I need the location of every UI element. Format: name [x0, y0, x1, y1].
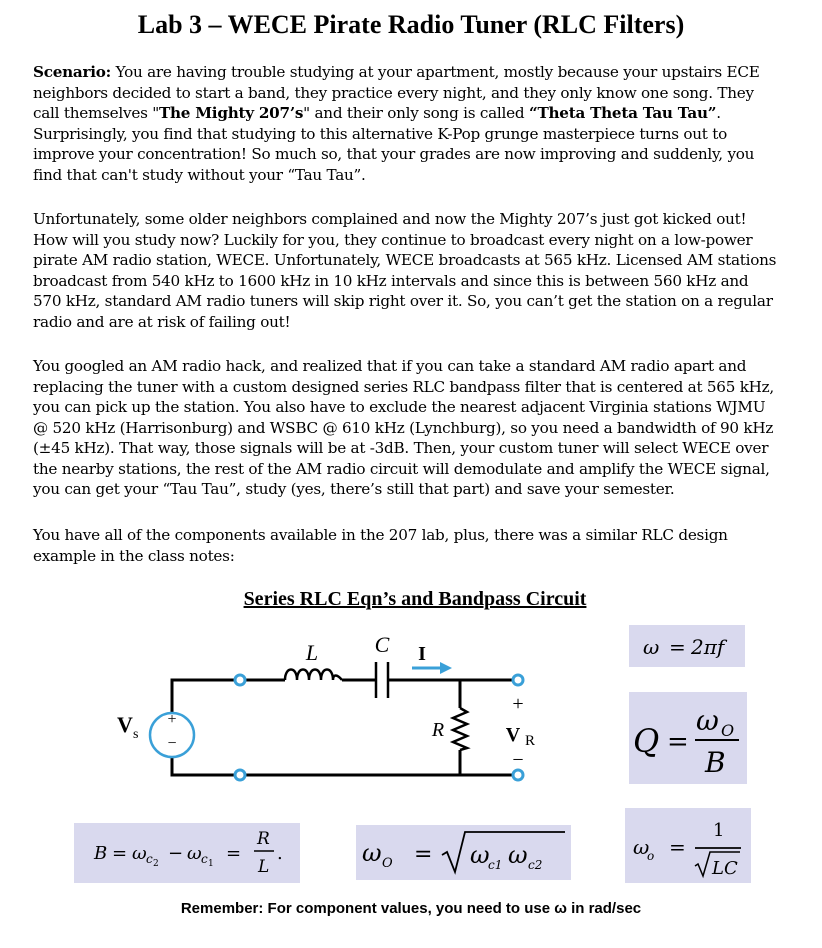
eq-b-sub-c1-num: 1 [208, 859, 214, 869]
text-line: . [716, 104, 721, 122]
eq-q-numerator: ω [696, 704, 719, 737]
section-heading: Series RLC Eqn’s and Bandpass Circuit [243, 588, 587, 610]
eq-lc-numerator: 1 [713, 820, 725, 841]
song-name: “Theta Theta Tau Tau” [528, 104, 717, 122]
eq-lc-lhs: ω [633, 835, 650, 859]
source-label: V [117, 712, 133, 737]
eq-b-lhs: B [94, 843, 108, 864]
wire-left-top [172, 680, 240, 715]
text-line: the nearby stations, the rest of the AM radio circuit will demodulate and amplify the WECE signal, [33, 459, 770, 478]
scenario-paragraph [33, 62, 793, 185]
eq-wo-sub-c1: c1 [488, 858, 503, 872]
eq-wo-omega-c1: ω [470, 841, 490, 869]
eq-b-sub-c2-num: 2 [153, 859, 159, 869]
scenario-label: Scenario: [33, 63, 112, 81]
current-arrow-head-icon [440, 662, 452, 674]
wire-bottom [172, 755, 518, 775]
text-line: Unfortunately, some older neighbors complained and now the Mighty 207’s just got kicked out! [33, 210, 747, 228]
text-line: pirate AM radio station, WECE. Unfortunately, WECE broadcasts at 565 kHz. Licensed AM stations [33, 251, 777, 269]
eq-omega-equals: = [669, 635, 686, 659]
inductor-coil [285, 670, 342, 681]
source-subscript: s [133, 727, 139, 742]
text-line: Surprisingly, you find that studying to this alternative K-Pop grunge masterpiece turns out to [33, 124, 727, 143]
eq-wo-omega-c2: ω [508, 841, 528, 869]
source-minus: − [167, 735, 177, 752]
components-paragraph [33, 525, 793, 566]
node-bottom-right [513, 770, 523, 780]
eq-omega-lhs: ω [643, 635, 660, 659]
band-name: The Mighty 207’s [158, 104, 304, 122]
eq-b-sub-c1: c [201, 852, 208, 866]
page-title: Lab 3 – WECE Pirate Radio Tuner (RLC Filters) [137, 10, 685, 39]
text-line: @ 520 kHz (Harrisonburg) and WSBC @ 610 kHz (Lynchburg), so you need a bandwidth of 90 kHz [33, 418, 774, 437]
text-line: radio and are at risk of failing out! [33, 312, 291, 331]
text-line: find that can't study without your “Tau Tau”. [33, 165, 366, 184]
current-label: I [418, 643, 426, 665]
eq-lc-lhs-sub: o [647, 849, 655, 863]
text-line: 570 kHz, standard AM radio tuners will skip right over it. So, you can’t get the station on a regular [33, 292, 773, 310]
eq-b-omega-c1: ω [187, 843, 202, 864]
node-top-right [513, 675, 523, 685]
text-line: call themselves " [33, 104, 159, 122]
equation-bandwidth-box [74, 823, 300, 883]
rlc-circuit-diagram [100, 630, 540, 790]
eq-lc-equals: = [669, 835, 686, 859]
resistor-zigzag [453, 708, 467, 750]
eq-q-denominator: B [705, 746, 726, 779]
eq-omega-rhs: 2πf [691, 635, 725, 659]
equation-omega-box [629, 625, 745, 667]
eq-b-dot: . [277, 843, 283, 864]
eq-wo-lhs-sub: O [382, 856, 393, 871]
eq-b-numerator: R [257, 829, 270, 849]
text-line: broadcast from 540 kHz to 1600 kHz in 10 kHz intervals and since this is between 560 kHz and [33, 271, 749, 290]
neighbors-paragraph [33, 209, 793, 332]
text-line: you can get your “Tau Tau”, study (yes, there’s still that part) and save your semester. [33, 480, 675, 498]
text-line: replacing the tuner with a custom designed series RLC bandpass filter that is centered at 565 kHz, [33, 377, 774, 396]
output-subscript: R [524, 733, 536, 749]
output-minus: − [512, 749, 524, 771]
footer-note: Remember: For component values, you need to use ω in rad/sec [180, 900, 642, 917]
sqrt-icon [442, 832, 565, 872]
node-bottom-left [235, 770, 245, 780]
eq-b-omega-c2: ω [132, 843, 147, 864]
text-line: You googled an AM radio hack, and realized that if you can take a standard AM radio apart and [33, 357, 747, 375]
equation-resonance-box [625, 808, 751, 883]
output-plus: + [512, 693, 524, 715]
text-line: " and their only song is called [303, 104, 529, 122]
capacitor-label: C [374, 632, 390, 657]
equation-q-box [629, 692, 747, 784]
eq-b-equals: = [112, 843, 128, 864]
hack-paragraph [33, 356, 793, 500]
text-line: You have all of the components available in the 207 lab, plus, there was a similar RLC design [33, 526, 728, 544]
equation-center-frequency-box [356, 825, 571, 880]
output-label: V [505, 724, 521, 746]
eq-b-denominator: L [258, 857, 270, 877]
circuit-wires [172, 680, 518, 775]
eq-q-equals: = [667, 727, 689, 757]
source-plus: + [167, 711, 177, 728]
text-line: you can pick up the station. You also have to exclude the nearest adjacent Virginia stations WJMU [33, 398, 766, 416]
eq-lc-denominator: LC [712, 858, 738, 879]
eq-wo-equals: = [414, 842, 433, 867]
text-line: How will you study now? Luckily for you, they continue to broadcast every night on a low-power [33, 230, 753, 249]
eq-q-numerator-sub: O [721, 721, 735, 740]
text-line: (±45 kHz). That way, those signals will be at -3dB. Then, your custom tuner will select WECE over [33, 439, 769, 457]
eq-b-minus: − [168, 843, 184, 864]
eq-b-equals-2: = [226, 843, 242, 864]
text-line: You are having trouble studying at your apartment, mostly because your upstairs ECE [111, 63, 760, 81]
inductor-label: L [305, 640, 319, 665]
text-line: improve your concentration! So much so, that your grades are now improving and suddenly, you [33, 145, 755, 163]
text-line: neighbors decided to start a band, they practice every night, and they only know one song. They [33, 83, 754, 102]
node-top-left [235, 675, 245, 685]
resistor-label: R [431, 719, 445, 741]
eq-q-lhs: Q [633, 722, 660, 760]
eq-b-sub-c2: c [146, 852, 153, 866]
eq-wo-lhs: ω [362, 839, 382, 867]
text-line: example in the class notes: [33, 546, 235, 565]
eq-wo-sub-c2: c2 [528, 858, 543, 872]
